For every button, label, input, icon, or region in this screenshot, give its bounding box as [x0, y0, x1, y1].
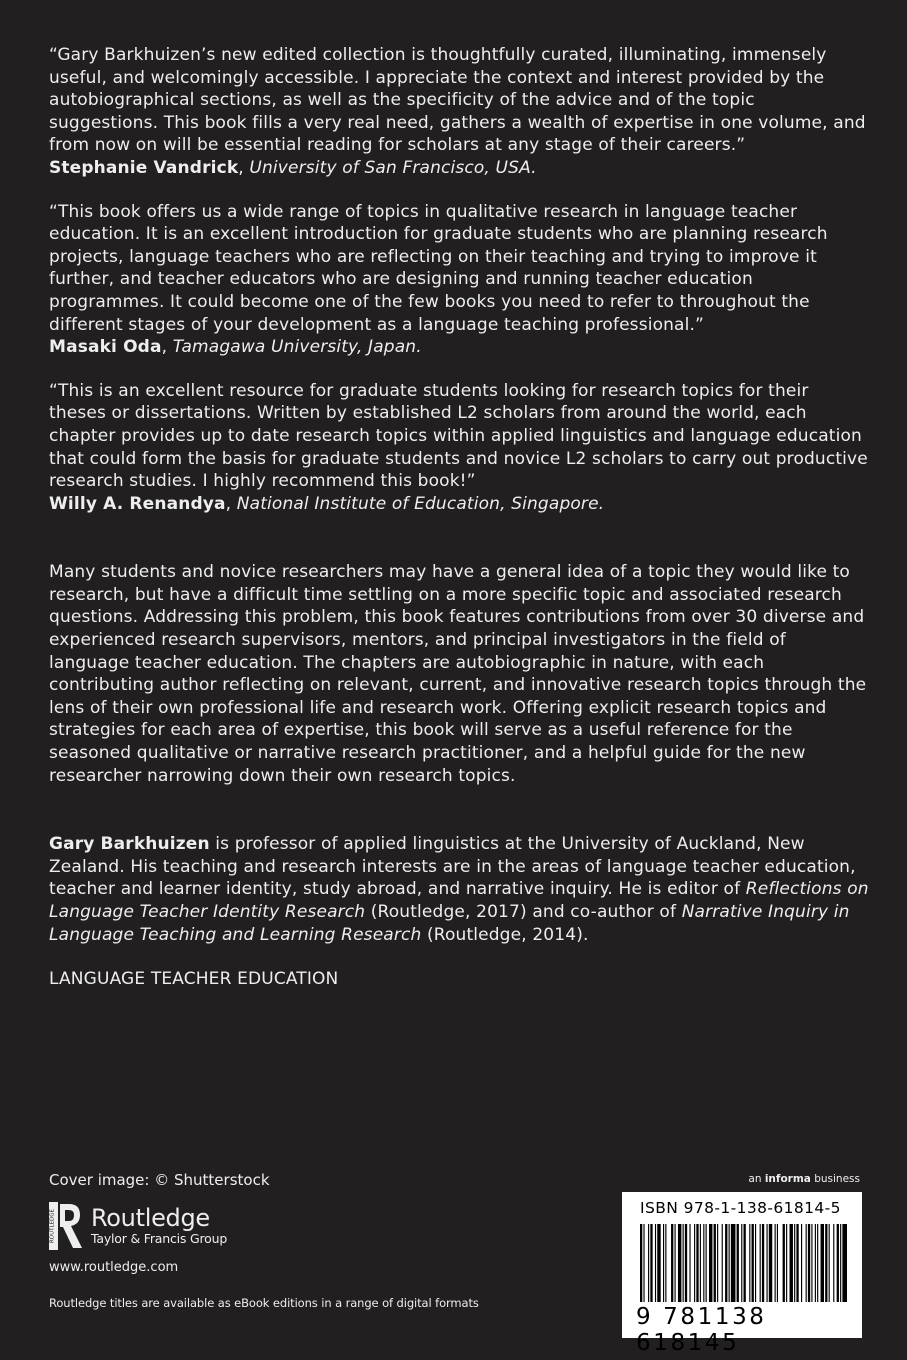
barcode-bar: [650, 1224, 652, 1302]
barcode-bar: [769, 1224, 772, 1302]
barcode-bar: [821, 1224, 824, 1302]
barcode-bar: [767, 1224, 768, 1302]
routledge-r-icon: [49, 1202, 83, 1250]
reviewer-name: Willy A. Renandya: [49, 493, 226, 514]
barcode-bar: [709, 1224, 712, 1302]
publisher-footer: [49, 1170, 270, 1275]
reviewer-affiliation: National Institute of Education, Singapore.: [236, 493, 605, 514]
barcode-bar: [648, 1224, 649, 1302]
barcode-bar: [694, 1224, 695, 1302]
barcode-bar: [678, 1224, 681, 1302]
barcode-bar: [741, 1224, 742, 1302]
barcode-bar: [706, 1224, 707, 1302]
barcode-bar: [752, 1224, 754, 1302]
barcode-bar: [744, 1224, 746, 1302]
barcode-bar: [790, 1224, 793, 1302]
barcode-bar: [685, 1224, 687, 1302]
barcode-bar: [655, 1224, 656, 1302]
back-cover-text: [49, 44, 869, 991]
barcode-bar: [665, 1224, 666, 1302]
series-label: LANGUAGE TEACHER EDUCATION: [49, 969, 339, 990]
publisher-website: www.routledge.com: [49, 1260, 179, 1275]
barcode-bar: [725, 1224, 727, 1302]
publisher-group: Taylor & Francis Group: [91, 1231, 228, 1246]
informa-brand: informa: [764, 1173, 811, 1185]
ebook-note: Routledge titles are available as eBook editions in a range of digital formats: [49, 1296, 479, 1310]
review-quote: “Gary Barkhuizen’s new edited collection is thoughtfully curated, illuminating, immensely useful, and welcomingly accessible. I appreciate the context and interest provided by the autobiographical sections, as well as the specificity of the advice and of the topic suggestions. This book fills a very real need, gathers a wealth of expertise in one volume, and from now on will be essential reading for scholars at any stage of their careers.”: [49, 45, 866, 156]
barcode-bar: [689, 1224, 690, 1302]
barcode-bar: [840, 1224, 841, 1302]
review-attribution: Willy A. Renandya, National Institute of Education, Singapore.: [49, 493, 605, 514]
barcode-bar: [683, 1224, 684, 1302]
informa-prefix: an: [748, 1173, 765, 1185]
bio-text: (Routledge, 2014).: [421, 924, 589, 945]
barcode-digits: 9 781138 618145: [636, 1304, 767, 1356]
barcode-bar: [762, 1224, 764, 1302]
routledge-logo: [49, 1202, 270, 1250]
barcode-bar: [796, 1224, 798, 1302]
barcode-bars: [636, 1224, 848, 1306]
barcode-bar: [808, 1224, 810, 1302]
book-description: Many students and novice researchers may have a general idea of a topic they would like to research, but have a difficult time settling on a more specific topic and associated research questions. Addressing this problem, this book features contributions from over 30 diverse and experienced research supervisors, mentors, and principal investigators in the field of language teacher education. The chapters are autobiographic in nature, with each contributing author reflecting on relevant, current, and innovative research topics through the lens of their own professional life and research work. Offering explicit research topics and strategies for each area of expertise, this book will serve as a useful reference for the seasoned qualitative or narrative research practitioner, and a helpful guide for the new researcher narrowing down their own research topics.: [49, 562, 867, 786]
informa-business-label: [748, 1173, 860, 1185]
barcode-bar: [755, 1224, 756, 1302]
barcode-bar: [794, 1224, 795, 1302]
barcode-bar: [806, 1224, 807, 1302]
barcode-bar: [640, 1224, 642, 1302]
bio-book-title: Reflections on Language Teacher Identity Research: [49, 879, 869, 922]
barcode-bar: [671, 1224, 673, 1302]
barcode-bar: [833, 1224, 834, 1302]
review-attribution: Stephanie Vandrick, University of San Francisco, USA.: [49, 157, 537, 178]
cover-credit: Cover image: © Shutterstock: [49, 1171, 270, 1189]
barcode-bar: [675, 1224, 676, 1302]
isbn-barcode: [622, 1192, 862, 1356]
barcode-bar: [737, 1224, 739, 1302]
barcode-bar: [837, 1224, 839, 1302]
review-attribution: Masaki Oda, Tamagawa University, Japan.: [49, 337, 422, 358]
reviewer-name: Stephanie Vandrick: [49, 157, 239, 178]
barcode-bar: [811, 1224, 812, 1302]
barcode-bar: [663, 1224, 664, 1302]
barcode-bar: [801, 1224, 802, 1302]
author-name: Gary Barkhuizen: [49, 834, 210, 855]
barcode-bar: [729, 1224, 730, 1302]
review-3: [49, 380, 869, 516]
barcode-bar: [786, 1224, 787, 1302]
barcode-bar: [749, 1224, 750, 1302]
reviewer-affiliation: University of San Francisco, USA.: [249, 157, 537, 178]
barcode-bar: [731, 1224, 736, 1302]
publisher-name: Routledge: [91, 1204, 210, 1232]
bio-text: (Routledge, 2017) and co-author of: [365, 902, 682, 922]
logo-side-text: ROUTLEDGE: [49, 1208, 56, 1244]
barcode-bar: [817, 1224, 818, 1302]
review-quote: “This is an excellent resource for graduate students looking for research topics for their theses or dissertations. Written by established L2 scholars from around the world, each chapter provides up to date research topics within applied linguistics and language education that could form the basis for graduate students and novice L2 scholars to carry out productive research studies. I highly recommend this book!”: [49, 380, 868, 492]
reviewer-affiliation: Tamagawa University, Japan.: [172, 337, 422, 358]
barcode-bar: [777, 1224, 778, 1302]
barcode-bar: [722, 1224, 723, 1302]
barcode-bar: [703, 1224, 704, 1302]
informa-suffix: business: [810, 1173, 860, 1185]
author-bio: [49, 833, 869, 946]
barcode-bar: [643, 1224, 644, 1302]
barcode-bar: [775, 1224, 776, 1302]
bio-text: is professor of applied linguistics at the University of Auckland, New Zealand. His teaching and research interests are in the areas of language teacher education, teacher and learner identity, study abroad, and narrative inquiry. He is editor of: [49, 834, 856, 900]
review-2: [49, 201, 869, 359]
barcode-bar: [714, 1224, 716, 1302]
barcode-bar: [760, 1224, 761, 1302]
reviewer-name: Masaki Oda: [49, 337, 162, 358]
review-quote: “This book offers us a wide range of topics in qualitative research in language teacher education. It is an excellent introduction for graduate students who are planning research projects, language teachers who are reflecting on their teaching and trying to improve it further, and teacher educators who are designing and running teacher education programmes. It could become one of the few books you need to refer to throughout the different stages of your development as a language teaching professional.”: [49, 201, 828, 335]
isbn-label: ISBN 978-1-138-61814-5: [640, 1199, 841, 1217]
barcode-bar: [657, 1224, 660, 1302]
barcode-bar: [717, 1224, 718, 1302]
barcode-bar: [783, 1224, 785, 1302]
barcode-bar: [842, 1224, 847, 1302]
barcode-bar: [815, 1224, 816, 1302]
barcode-bar: [696, 1224, 698, 1302]
barcode-bar: [829, 1224, 830, 1302]
bio-book-title: Narrative Inquiry in Language Teaching and Learning Research: [49, 902, 850, 945]
barcode-bar: [700, 1224, 701, 1302]
barcode-bar: [825, 1224, 827, 1302]
review-1: [49, 44, 869, 180]
